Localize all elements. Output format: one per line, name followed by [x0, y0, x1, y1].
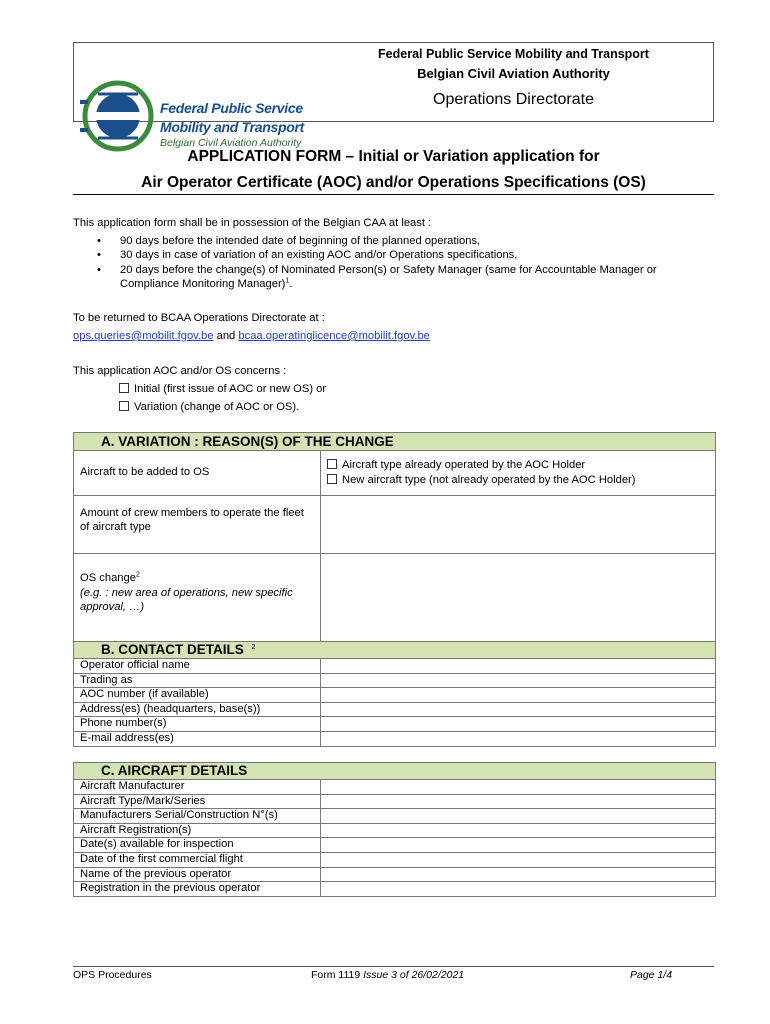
section-b-table: [73, 641, 716, 747]
form-title-line2: Air Operator Certificate (AOC) and/or Operations Specifications (OS): [73, 174, 714, 195]
row-field[interactable]: [321, 867, 716, 882]
table-row: [74, 702, 716, 717]
section-a-table: [73, 432, 716, 644]
row-field[interactable]: [321, 882, 716, 897]
row-field[interactable]: [321, 688, 716, 703]
table-row: [74, 731, 716, 746]
option-type-operated[interactable]: Aircraft type already operated by the AOC Holder: [327, 458, 709, 473]
os-change-label: OS change$^2$ (e.g. : new area of operations, new specific approval, …): [74, 554, 321, 644]
table-row: [74, 794, 716, 809]
os-change-field[interactable]: [321, 554, 716, 644]
row-label: Trading as: [74, 673, 321, 688]
row-label: Phone number(s): [74, 717, 321, 732]
logo-line1: Federal Public Service: [160, 100, 303, 116]
row-field[interactable]: [321, 702, 716, 717]
aircraft-added-options: [321, 451, 716, 496]
table-row: [74, 809, 716, 824]
row-label: Aircraft Registration(s): [74, 823, 321, 838]
return-text: To be returned to BCAA Operations Directorate at :: [73, 312, 325, 324]
row-field[interactable]: [321, 659, 716, 674]
checkbox-new-type[interactable]: [327, 474, 337, 484]
header-directorate: Operations Directorate: [433, 91, 594, 108]
row-label: Manufacturers Serial/Construction N°(s): [74, 809, 321, 824]
option-initial[interactable]: Initial (first issue of AOC or new OS) or: [119, 380, 326, 399]
section-c-heading: C. AIRCRAFT DETAILS: [74, 763, 716, 780]
email-and: and: [216, 330, 236, 342]
table-row: [74, 867, 716, 882]
row-label: Aircraft Type/Mark/Series: [74, 794, 321, 809]
email-link-ops[interactable]: ops.queries@mobilit.fgov.be: [73, 330, 214, 342]
footer-divider: [73, 966, 714, 967]
row-label: Operator official name: [74, 659, 321, 674]
list-item: • 30 days in case of variation of an existing AOC and/or Operations specifications,: [73, 248, 693, 262]
row-field[interactable]: [321, 852, 716, 867]
table-row: [74, 823, 716, 838]
email-line: [73, 329, 713, 343]
row-field[interactable]: [321, 780, 716, 795]
footnote-ref: 2: [251, 643, 256, 651]
option-new-type[interactable]: New aircraft type (not already operated by the AOC Holder): [327, 473, 709, 488]
table-row: [74, 659, 716, 674]
list-item: • 90 days before the intended date of beginning of the planned operations,: [73, 234, 693, 248]
footnote-ref: 2: [135, 571, 140, 579]
logo-line3: Belgian Civil Aviation Authority: [160, 137, 302, 149]
footnote-ref: 1: [285, 277, 290, 285]
aircraft-added-label: Aircraft to be added to OS: [74, 451, 321, 496]
intro-lead: This application form shall be in possession of the Belgian CAA at least :: [73, 217, 432, 229]
fps-emblem-icon: [78, 80, 158, 152]
concerns-text: This application AOC and/or OS concerns :: [73, 365, 287, 377]
checkbox-type-operated[interactable]: [327, 459, 337, 469]
table-row: [74, 852, 716, 867]
row-label: Date(s) available for inspection: [74, 838, 321, 853]
header-ministry: Federal Public Service Mobility and Transport: [378, 47, 649, 61]
section-c-table: [73, 762, 716, 897]
table-row: [74, 838, 716, 853]
row-field[interactable]: [321, 838, 716, 853]
table-row: [74, 780, 716, 795]
row-label: E-mail address(es): [74, 731, 321, 746]
header-authority: Belgian Civil Aviation Authority: [417, 66, 610, 81]
deadline-list: [73, 234, 693, 292]
row-field[interactable]: [321, 731, 716, 746]
footer-left: OPS Procedures: [73, 969, 152, 981]
row-field[interactable]: [321, 823, 716, 838]
os-change-note: (e.g. : new area of operations, new specific approval, …): [80, 586, 293, 613]
fps-logo: [78, 80, 328, 152]
row-label: Aircraft Manufacturer: [74, 780, 321, 795]
email-link-licence[interactable]: bcaa.operatinglicence@mobilit.fgov.be: [238, 330, 430, 342]
footer-form: Form 1119 Issue 3 of 26/02/2021: [311, 969, 465, 981]
row-field[interactable]: [321, 794, 716, 809]
section-a-heading: A. VARIATION : REASON(S) OF THE CHANGE: [74, 433, 716, 451]
form-title-line1: APPLICATION FORM – Initial or Variation application for: [187, 148, 600, 165]
row-label: Registration in the previous operator: [74, 882, 321, 897]
logo-line2: Mobility and Transport: [160, 119, 305, 135]
list-item: • 20 days before the change(s) of Nominated Person(s) or Safety Manager (same for Accountable Manager or Compliance Monitoring Manager)$^1$.: [73, 263, 693, 292]
row-field[interactable]: [321, 717, 716, 732]
footer-page: Page 1/4: [630, 969, 673, 981]
row-label: Address(es) (headquarters, base(s)): [74, 702, 321, 717]
table-row: [74, 688, 716, 703]
section-b-heading: B. CONTACT DETAILS $^2$: [74, 642, 716, 659]
table-row: [74, 882, 716, 897]
table-row: [74, 673, 716, 688]
row-field[interactable]: [321, 809, 716, 824]
row-label: Name of the previous operator: [74, 867, 321, 882]
row-label: Date of the first commercial flight: [74, 852, 321, 867]
option-variation[interactable]: Variation (change of AOC or OS).: [119, 398, 299, 417]
row-label: AOC number (if available): [74, 688, 321, 703]
checkbox-initial[interactable]: [119, 383, 129, 393]
row-field[interactable]: [321, 673, 716, 688]
crew-amount-field[interactable]: [321, 496, 716, 554]
crew-amount-label: Amount of crew members to operate the fleet of aircraft type: [74, 496, 321, 554]
table-row: [74, 717, 716, 732]
checkbox-variation[interactable]: [119, 401, 129, 411]
